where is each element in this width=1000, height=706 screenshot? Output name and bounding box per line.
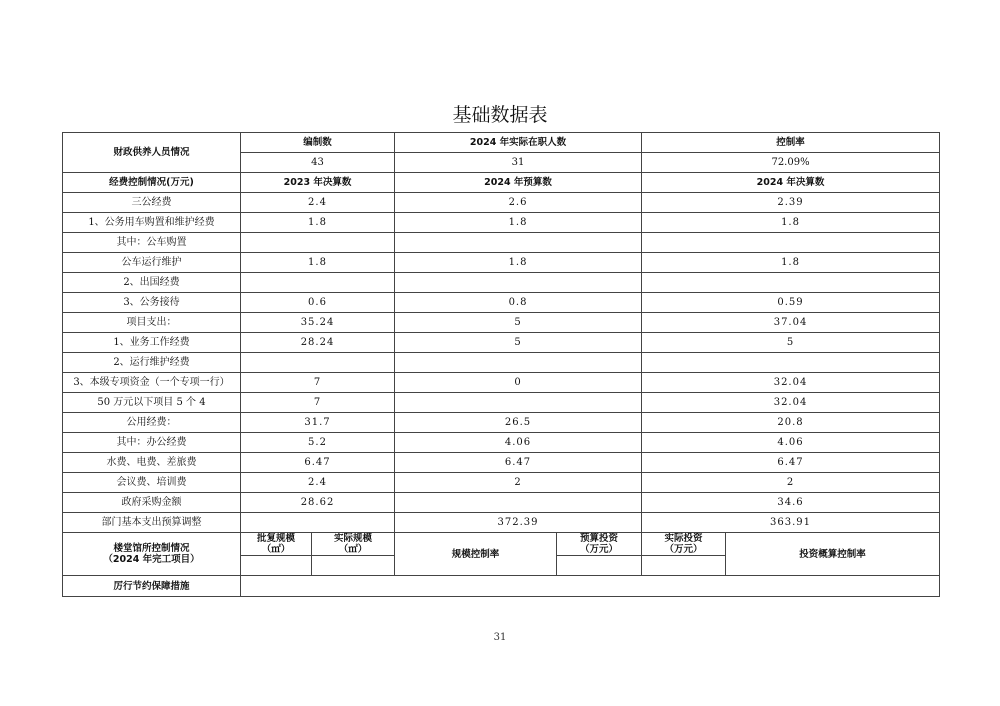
expense-2024-final-value: 363.91 xyxy=(642,513,940,533)
actual-invest-line1: 实际投资 xyxy=(664,533,703,544)
budget-invest-line1: 预算投资 xyxy=(580,533,619,544)
expense-header-2024-final: 2024 年决算数 xyxy=(642,173,940,193)
staff-header-authorized: 编制数 xyxy=(241,133,395,153)
expense-header-row xyxy=(63,173,940,193)
expense-2024-budget-value xyxy=(395,493,642,513)
page-title: 基础数据表 xyxy=(452,104,548,126)
expense-row-label: 2、运行维护经费 xyxy=(63,353,241,373)
staff-value-actual: 31 xyxy=(395,153,642,173)
expense-2024-final-value: 20.8 xyxy=(642,413,940,433)
expense-row xyxy=(63,233,940,253)
expense-2023-final-value xyxy=(241,353,395,373)
expense-row xyxy=(63,193,940,213)
expense-2024-final-value: 5 xyxy=(642,333,940,353)
approved-size-line2: （㎡） xyxy=(261,544,291,555)
actual-size-line1: 实际规模 xyxy=(334,533,373,544)
expense-2024-final-value: 0.59 xyxy=(642,293,940,313)
expense-2024-final-value: 2.39 xyxy=(642,193,940,213)
approved-size-line1: 批复规模 xyxy=(256,533,295,544)
expense-header-2024-budget: 2024 年预算数 xyxy=(395,173,642,193)
expense-row-label: 三公经费 xyxy=(63,193,241,213)
expense-2023-final-value: 35.24 xyxy=(241,313,395,333)
expense-row-label: 部门基本支出预算调整 xyxy=(63,513,241,533)
staff-header-actual: 2024 年实际在职人数 xyxy=(395,133,642,153)
expense-2023-final-value: 1.8 xyxy=(241,213,395,233)
expense-row xyxy=(63,433,940,453)
expense-2024-final-value: 32.04 xyxy=(642,393,940,413)
expense-2024-budget-value: 1.8 xyxy=(395,253,642,273)
building-approved-size-value xyxy=(241,556,312,576)
expense-row-label: 公用经费： xyxy=(63,413,241,433)
expense-row-label: 其中：办公经费 xyxy=(63,433,241,453)
building-actual-invest-value xyxy=(642,556,726,576)
expense-2024-budget-value: 372.39 xyxy=(395,513,642,533)
expense-2024-budget-value xyxy=(395,273,642,293)
expense-2024-budget-value: 0 xyxy=(395,373,642,393)
expense-2023-final-value: 2.4 xyxy=(241,473,395,493)
expense-2023-final-value xyxy=(241,273,395,293)
expense-row xyxy=(63,313,940,333)
expense-2024-final-value: 1.8 xyxy=(642,253,940,273)
frugality-label: 厉行节约保障措施 xyxy=(63,576,241,597)
expense-header-2023-final: 2023 年决算数 xyxy=(241,173,395,193)
expense-2024-final-value: 32.04 xyxy=(642,373,940,393)
expense-2023-final-value: 6.47 xyxy=(241,453,395,473)
expense-2024-final-value: 2 xyxy=(642,473,940,493)
staff-header-row xyxy=(63,133,940,153)
expense-row xyxy=(63,273,940,293)
page-number: 31 xyxy=(493,632,507,643)
expense-2024-budget-value: 5 xyxy=(395,333,642,353)
expense-row-label: 水费、电费、差旅费 xyxy=(63,453,241,473)
expense-2024-final-value: 34.6 xyxy=(642,493,940,513)
staff-header-control-rate: 控制率 xyxy=(642,133,940,153)
header-budget-invest xyxy=(557,533,642,556)
frugality-row xyxy=(63,576,940,597)
expense-section-label: 经费控制情况(万元) xyxy=(63,173,241,193)
expense-2024-final-value: 6.47 xyxy=(642,453,940,473)
staff-value-control-rate: 72.09% xyxy=(642,153,940,173)
header-invest-control-rate: 投资概算控制率 xyxy=(726,533,940,576)
expense-2023-final-value: 31.7 xyxy=(241,413,395,433)
building-actual-size-value xyxy=(312,556,395,576)
expense-2023-final-value: 1.8 xyxy=(241,253,395,273)
expense-row xyxy=(63,513,940,533)
header-approved-size xyxy=(241,533,312,556)
expense-2023-final-value: 28.62 xyxy=(241,493,395,513)
expense-2024-budget-value: 1.8 xyxy=(395,213,642,233)
expense-2024-final-value: 4.06 xyxy=(642,433,940,453)
expense-row-label: 1、公务用车购置和维护经费 xyxy=(63,213,241,233)
expense-2024-final-value: 1.8 xyxy=(642,213,940,233)
building-budget-invest-value xyxy=(557,556,642,576)
expense-2024-budget-value xyxy=(395,353,642,373)
expense-row-label: 项目支出： xyxy=(63,313,241,333)
expense-2023-final-value: 28.24 xyxy=(241,333,395,353)
building-section-label xyxy=(63,533,241,576)
expense-2024-budget-value xyxy=(395,233,642,253)
expense-row-label: 3、本级专项资金（一个专项一行） xyxy=(63,373,241,393)
expense-2023-final-value: 7 xyxy=(241,373,395,393)
expense-row-label: 2、出国经费 xyxy=(63,273,241,293)
staff-value-authorized: 43 xyxy=(241,153,395,173)
expense-row-label: 其中：公车购置 xyxy=(63,233,241,253)
frugality-value xyxy=(241,576,940,597)
header-actual-size xyxy=(312,533,395,556)
expense-2024-final-value xyxy=(642,273,940,293)
actual-invest-line2: （万元） xyxy=(664,544,703,555)
expense-2024-budget-value: 2 xyxy=(395,473,642,493)
expense-row-label: 50 万元以下项目 5 个 4 xyxy=(63,393,241,413)
staff-section-label: 财政供养人员情况 xyxy=(63,133,241,173)
expense-2024-final-value xyxy=(642,233,940,253)
building-header-row xyxy=(63,533,940,556)
expense-row-label: 政府采购金额 xyxy=(63,493,241,513)
expense-row-label: 3、公务接待 xyxy=(63,293,241,313)
expense-row-label: 会议费、培训费 xyxy=(63,473,241,493)
actual-size-line2: （㎡） xyxy=(338,544,368,555)
expense-2023-final-value xyxy=(241,513,395,533)
expense-2024-final-value: 37.04 xyxy=(642,313,940,333)
expense-row xyxy=(63,293,940,313)
expense-2024-budget-value: 26.5 xyxy=(395,413,642,433)
expense-2024-budget-value: 0.8 xyxy=(395,293,642,313)
expense-row-label: 1、业务工作经费 xyxy=(63,333,241,353)
expense-row xyxy=(63,213,940,233)
expense-row xyxy=(63,393,940,413)
header-size-control-rate: 规模控制率 xyxy=(395,533,557,576)
expense-2023-final-value: 2.4 xyxy=(241,193,395,213)
building-label-line1: 楼堂馆所控制情况 xyxy=(113,543,190,554)
expense-2024-budget-value: 4.06 xyxy=(395,433,642,453)
building-label-line2: （2024 年完工项目） xyxy=(103,554,200,565)
expense-2023-final-value: 5.2 xyxy=(241,433,395,453)
expense-2024-budget-value: 5 xyxy=(395,313,642,333)
header-actual-invest xyxy=(642,533,726,556)
expense-row xyxy=(63,253,940,273)
expense-2023-final-value: 7 xyxy=(241,393,395,413)
budget-invest-line2: （万元） xyxy=(580,544,619,555)
expense-row xyxy=(63,373,940,393)
expense-2024-budget-value: 6.47 xyxy=(395,453,642,473)
expense-2023-final-value xyxy=(241,233,395,253)
basic-data-table xyxy=(62,132,940,597)
expense-2024-budget-value xyxy=(395,393,642,413)
expense-row xyxy=(63,453,940,473)
expense-row xyxy=(63,413,940,433)
expense-row-label: 公车运行维护 xyxy=(63,253,241,273)
expense-2023-final-value: 0.6 xyxy=(241,293,395,313)
expense-row xyxy=(63,493,940,513)
expense-row xyxy=(63,353,940,373)
expense-2024-budget-value: 2.6 xyxy=(395,193,642,213)
expense-row xyxy=(63,473,940,493)
expense-row xyxy=(63,333,940,353)
expense-2024-final-value xyxy=(642,353,940,373)
